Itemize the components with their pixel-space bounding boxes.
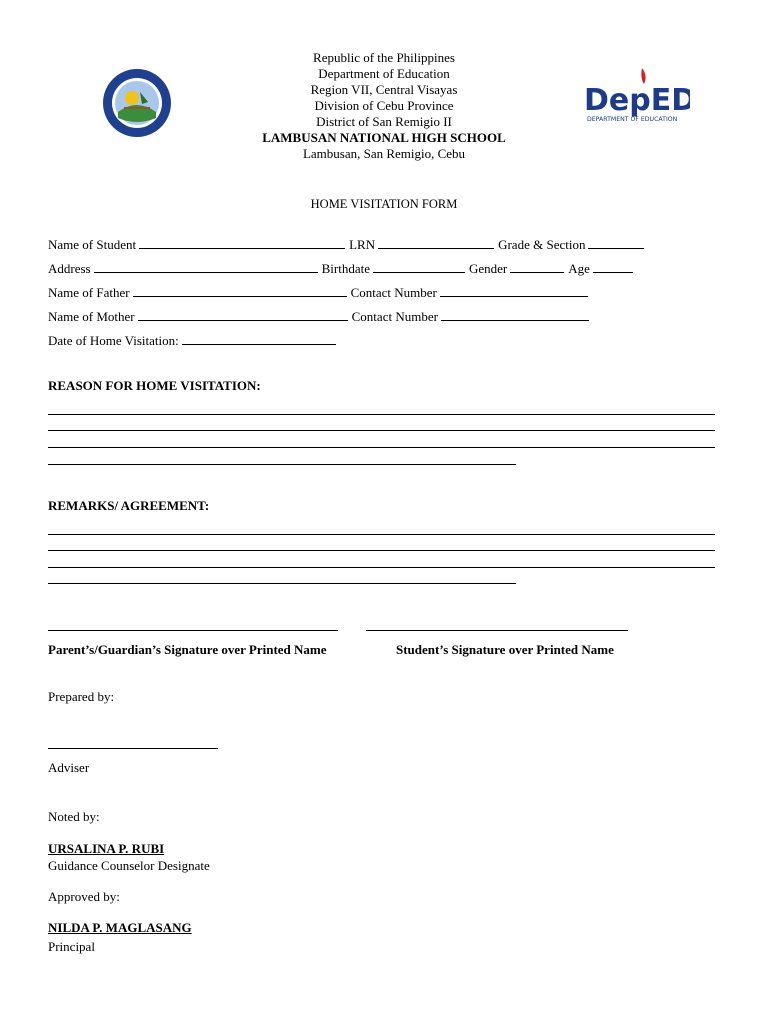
header-line: Republic of the Philippines xyxy=(313,50,455,65)
reason-line[interactable] xyxy=(48,430,715,431)
field-row-mother xyxy=(48,308,593,325)
field-row-student xyxy=(48,236,648,253)
father-contact-field[interactable] xyxy=(440,284,588,297)
lrn-field[interactable] xyxy=(378,236,494,249)
form-title: HOME VISITATION FORM xyxy=(310,197,458,211)
deped-subtitle: DEPARTMENT OF EDUCATION xyxy=(587,116,678,123)
mother-name-field[interactable] xyxy=(138,308,348,321)
parent-signature-line[interactable] xyxy=(48,630,338,631)
reason-line[interactable] xyxy=(48,414,715,415)
reason-line[interactable] xyxy=(48,447,715,448)
label-contact-mother: Contact Number xyxy=(351,309,438,324)
label-birthdate: Birthdate xyxy=(321,261,370,276)
deped-wordmark: DepED xyxy=(584,83,690,118)
remarks-line[interactable] xyxy=(48,583,516,584)
student-signature-label: Student’s Signature over Printed Name xyxy=(396,642,614,657)
field-row-address xyxy=(48,260,637,277)
age-field[interactable] xyxy=(593,260,633,273)
remarks-line[interactable] xyxy=(48,567,715,568)
label-address: Address xyxy=(48,261,91,276)
label-mother: Name of Mother xyxy=(48,309,135,324)
student-signature-line[interactable] xyxy=(366,630,628,631)
visit-date-field[interactable] xyxy=(182,332,336,345)
header-line: Division of Cebu Province xyxy=(314,98,454,113)
prepared-by-label: Prepared by: xyxy=(48,689,115,704)
school-address: Lambusan, San Remigio, Cebu xyxy=(302,146,466,161)
parent-signature-label: Parent’s/Guardian’s Signature over Printed Name xyxy=(48,642,327,657)
remarks-line[interactable] xyxy=(48,534,715,535)
gender-field[interactable] xyxy=(510,260,564,273)
remarks-heading: REMARKS/ AGREEMENT: xyxy=(48,498,210,513)
header-line: Department of Education xyxy=(318,66,450,81)
label-visit-date: Date of Home Visitation: xyxy=(48,333,179,348)
adviser-role: Adviser xyxy=(48,760,90,775)
label-grade-section: Grade & Section xyxy=(498,237,586,252)
birthdate-field[interactable] xyxy=(373,260,465,273)
header-line: District of San Remigio II xyxy=(316,114,452,129)
adviser-signature-line[interactable] xyxy=(48,748,218,749)
mother-contact-field[interactable] xyxy=(441,308,589,321)
address-field[interactable] xyxy=(94,260,318,273)
approved-by-label: Approved by: xyxy=(48,889,120,904)
label-gender: Gender xyxy=(469,261,508,276)
label-student-name: Name of Student xyxy=(48,237,137,252)
field-row-visit-date xyxy=(48,332,340,349)
letterhead xyxy=(0,50,768,162)
field-row-father xyxy=(48,284,592,301)
remarks-line[interactable] xyxy=(48,550,715,551)
principal-role: Principal xyxy=(48,939,95,954)
counselor-role: Guidance Counselor Designate xyxy=(48,858,210,873)
header-line: Region VII, Central Visayas xyxy=(310,82,458,97)
label-lrn: LRN xyxy=(349,237,376,252)
reason-line[interactable] xyxy=(48,464,516,465)
school-name: LAMBUSAN NATIONAL HIGH SCHOOL xyxy=(262,130,506,145)
father-name-field[interactable] xyxy=(133,284,347,297)
label-contact-father: Contact Number xyxy=(350,285,437,300)
reason-heading: REASON FOR HOME VISITATION: xyxy=(48,378,261,393)
noted-by-label: Noted by: xyxy=(48,809,100,824)
label-father: Name of Father xyxy=(48,285,130,300)
principal-name: NILDA P. MAGLASANG xyxy=(48,920,192,935)
counselor-name: URSALINA P. RUBI xyxy=(48,841,165,856)
grade-section-field[interactable] xyxy=(588,236,644,249)
label-age: Age xyxy=(568,261,590,276)
student-name-field[interactable] xyxy=(139,236,345,249)
